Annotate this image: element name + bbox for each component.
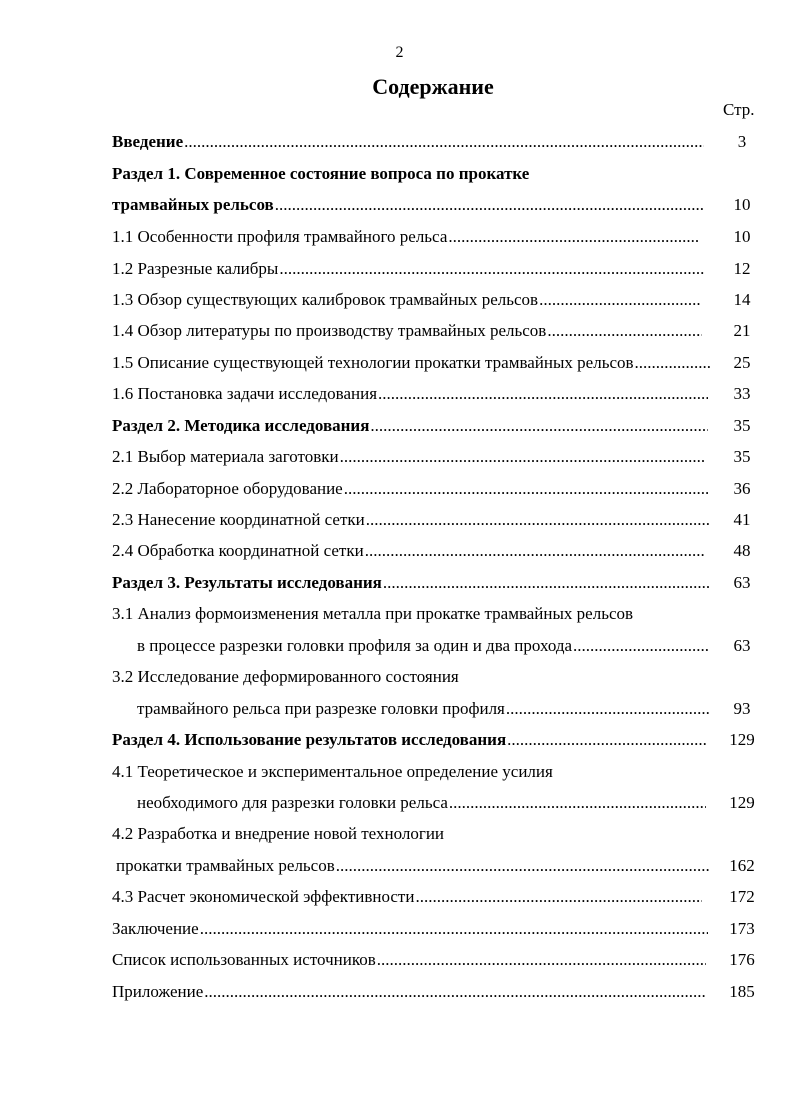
toc-entry-1-5: 1.5 Описание существующей технологии прокатки трамвайных рельсов .....	[112, 351, 710, 375]
toc-page-number: 35	[733, 416, 751, 435]
pages-column-label: Стр.	[723, 100, 755, 119]
toc-page-number: 10	[733, 195, 751, 214]
toc-page-number: 129	[729, 793, 755, 812]
toc-page-number: 10	[733, 227, 751, 246]
toc-page-number: 173	[729, 919, 755, 938]
toc-page-number: 185	[729, 982, 755, 1001]
toc-entry-4-1: необходимого для разрезки головки рельса .....	[137, 791, 706, 815]
toc-entry-4-3: 4.3 Расчет экономической эффективности .....	[112, 885, 702, 909]
page-number: 2	[395, 44, 404, 61]
toc-page-number: 36	[733, 479, 751, 498]
toc-page-number: 63	[733, 636, 751, 655]
toc-page-number: 14	[733, 290, 751, 309]
toc-page-number: 129	[729, 730, 755, 749]
toc-entry-introduction: Введение .....	[112, 130, 704, 154]
toc-entry-4-2: прокатки трамвайных рельсов .....	[116, 854, 710, 878]
toc-page-number: 93	[733, 699, 751, 718]
toc-entry-2-4: 2.4 Обработка координатной сетки .....	[112, 539, 704, 563]
toc-page-number: 21	[733, 321, 751, 340]
toc-entry-1-6: 1.6 Постановка задачи исследования .....	[112, 382, 708, 406]
toc-page-number: 33	[733, 384, 751, 403]
toc-entry-1-4: 1.4 Обзор литературы по производству трамвайных рельсов .....	[112, 319, 702, 343]
toc-entry-section-2: Раздел 2. Методика исследования .....	[112, 414, 708, 438]
toc-page-number: 35	[733, 447, 751, 466]
toc-entry-4-1-title: 4.1 Теоретическое и экспериментальное определение усилия	[112, 762, 553, 781]
toc-entry-4-2-title: 4.2 Разработка и внедрение новой технологии	[112, 824, 445, 843]
toc-page-number: 41	[733, 510, 751, 529]
toc-entry-conclusion: Заключение .....	[112, 917, 708, 941]
toc-page-number: 176	[729, 950, 755, 969]
toc-page-number: 172	[729, 887, 755, 906]
toc-entry-3-1: в процессе разрезки головки профиля за один и два прохода .....	[137, 634, 710, 658]
toc-entry-1-1: 1.1 Особенности профиля трамвайного рельса .....	[112, 225, 700, 249]
toc-page-number: 162	[729, 856, 755, 875]
toc-page-number: 3	[737, 132, 747, 151]
toc-entry-2-2: 2.2 Лабораторное оборудование .....	[112, 477, 708, 501]
toc-entry-section-1-title: Раздел 1. Современное состояние вопроса по прокатке	[112, 164, 530, 183]
toc-page-number: 25	[733, 353, 751, 372]
toc-entry-3-1-title: 3.1 Анализ формоизменения металла при прокатке трамвайных рельсов	[112, 604, 634, 623]
toc-entry-2-1: 2.1 Выбор материала заготовки .....	[112, 445, 704, 469]
toc-entry-1-2: 1.2 Разрезные калибры .....	[112, 257, 704, 281]
toc-page-number: 63	[733, 573, 751, 592]
toc-entry-3-2: трамвайного рельса при разрезке головки профиля .....	[137, 697, 710, 721]
toc-page-number: 12	[733, 259, 751, 278]
toc-entry-section-1: трамвайных рельсов .....	[112, 193, 704, 217]
page-title: Содержание	[372, 74, 494, 99]
toc-entry-section-4: Раздел 4. Использование результатов исследования .....	[112, 728, 706, 752]
toc-page-number: 48	[733, 541, 751, 560]
toc-entry-appendix: Приложение .....	[112, 980, 706, 1004]
toc-entry-1-3: 1.3 Обзор существующих калибровок трамвайных рельсов .....	[112, 288, 700, 312]
toc-entry-2-3: 2.3 Нанесение координатной сетки .....	[112, 508, 710, 532]
toc-entry-section-3: Раздел 3. Результаты исследования .....	[112, 571, 710, 595]
toc-entry-3-2-title: 3.2 Исследование деформированного состояния	[112, 667, 459, 686]
toc-entry-references: Список использованных источников .....	[112, 948, 706, 972]
